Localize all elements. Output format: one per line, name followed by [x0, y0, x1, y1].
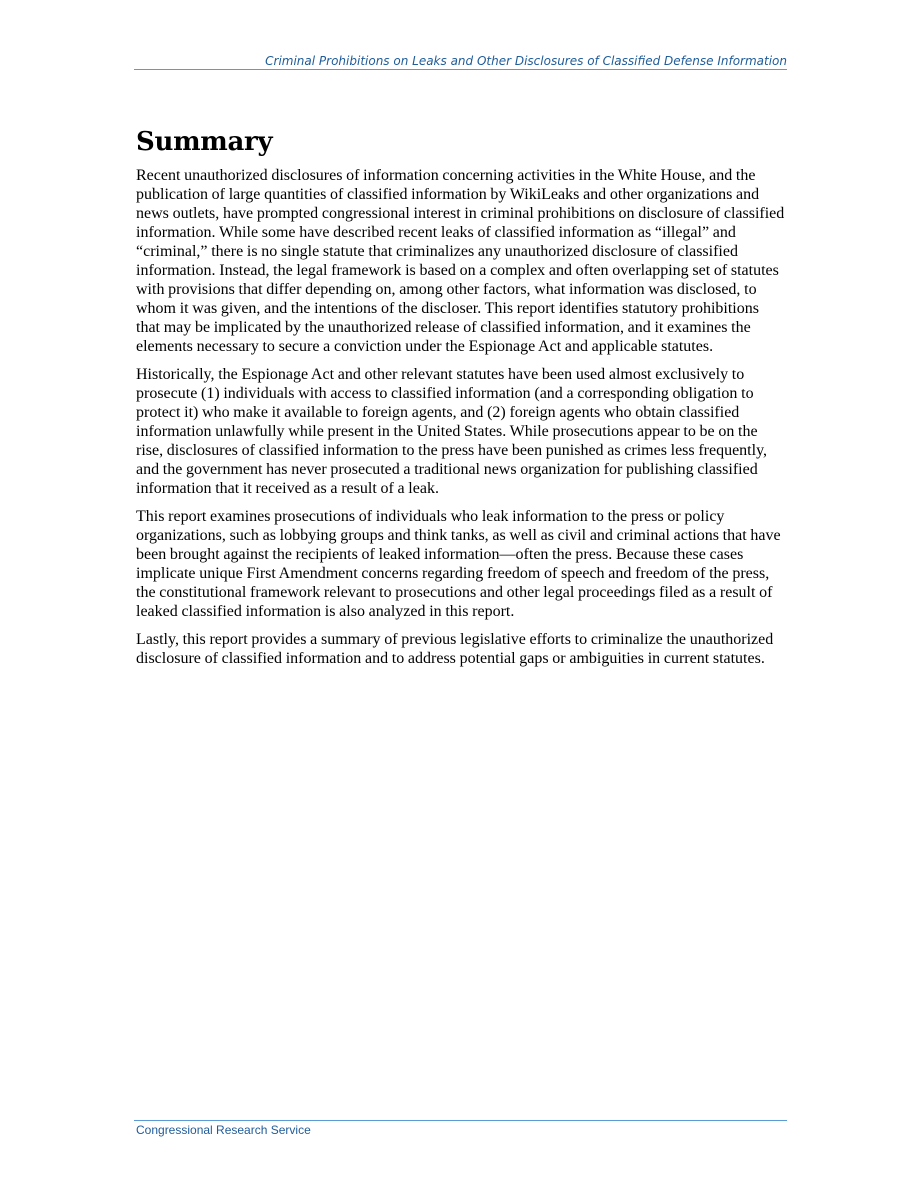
summary-paragraph-1: Recent unauthorized disclosures of information concerning activities in the White House, and the publication of large quantities of classified information by WikiLeaks and other organizations and news outlets, have prompted congressional interest in criminal prohibitions on disclosure of classified information. While some have described recent leaks of classified information as “illegal” and “criminal,” there is no single statute that criminalizes any unauthorized disclosure of classified information. Instead, the legal framework is based on a complex and often overlapping set of statutes with provisions that differ depending on, among other factors, what information was disclosed, to whom it was given, and the intentions of the discloser. This report identifies statutory prohibitions that may be implicated by the unauthorized release of classified information, and it examines the elements necessary to secure a conviction under the Espionage Act and applicable statutes.: [136, 167, 785, 355]
footer-divider: [134, 1120, 787, 1121]
summary-paragraph-3: This report examines prosecutions of individuals who leak information to the press or policy organizations, such as lobbying groups and think tanks, as well as civil and criminal actions that have been brought against the recipients of leaked information—often the press. Because these cases implicate unique First Amendment concerns regarding freedom of speech and freedom of the press, the constitutional framework relevant to prosecutions and other legal proceedings filed as a result of leaked classified information is also analyzed in this report.: [136, 508, 781, 620]
document-body: [136, 124, 786, 677]
header-divider: [134, 69, 787, 70]
running-header-title: Criminal Prohibitions on Leaks and Other Disclosures of Classified Defense Information: [265, 54, 787, 68]
summary-paragraph-4: Lastly, this report provides a summary of previous legislative efforts to criminalize the unauthorized disclosure of classified information and to address potential gaps or ambiguities in current statutes.: [136, 631, 774, 667]
summary-paragraph-2: Historically, the Espionage Act and other relevant statutes have been used almost exclusively to prosecute (1) individuals with access to classified information (and a corresponding obligation to protect it) who make it available to foreign agents, and (2) foreign agents who obtain classified information unlawfully while present in the United States. While prosecutions appear to be on the rise, disclosures of classified information to the press have been punished as crimes less frequently, and the government has never prosecuted a traditional news organization for publishing classified information that it received as a result of a leak.: [136, 366, 768, 497]
footer-organization: Congressional Research Service: [136, 1123, 311, 1137]
page-title: Summary: [136, 127, 273, 157]
